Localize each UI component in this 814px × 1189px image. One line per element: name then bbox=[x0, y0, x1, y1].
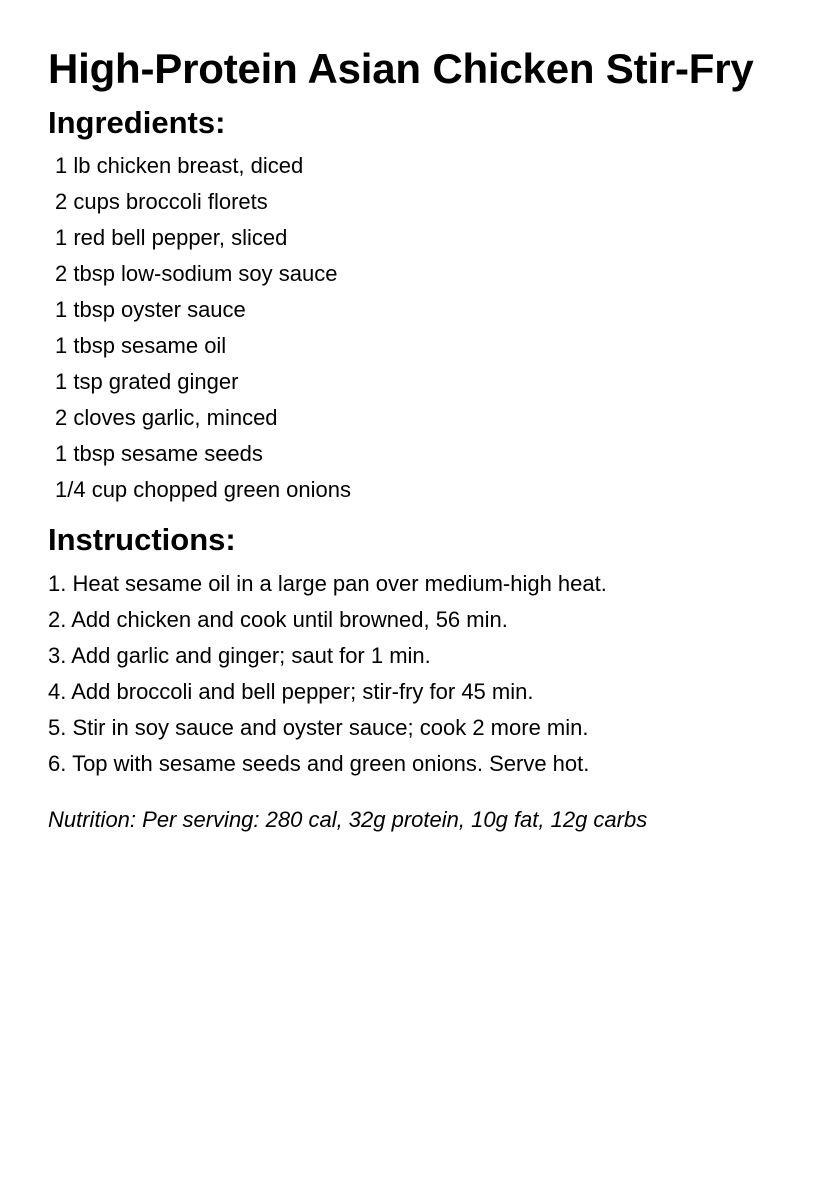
ingredient-item: 1 tbsp sesame oil bbox=[55, 333, 227, 358]
ingredient-list bbox=[55, 148, 351, 508]
ingredient-item: 1/4 cup chopped green onions bbox=[55, 477, 352, 502]
instruction-step: 4. Add broccoli and bell pepper; stir-fry for 45 min. bbox=[48, 679, 534, 704]
instruction-list bbox=[48, 566, 607, 782]
ingredient-item: 1 tbsp oyster sauce bbox=[55, 297, 246, 322]
ingredient-item: 2 cups broccoli florets bbox=[55, 189, 268, 214]
ingredient-item: 1 lb chicken breast, diced bbox=[55, 153, 304, 178]
ingredient-item: 2 tbsp low-sodium soy sauce bbox=[55, 261, 338, 286]
instruction-step: 6. Top with sesame seeds and green onions. Serve hot. bbox=[48, 751, 590, 776]
recipe-title: High-Protein Asian Chicken Stir-Fry bbox=[48, 45, 754, 92]
instruction-step: 1. Heat sesame oil in a large pan over medium-high heat. bbox=[48, 571, 607, 596]
ingredients-heading: Ingredients: bbox=[48, 105, 226, 140]
ingredient-item: 1 tsp grated ginger bbox=[55, 369, 239, 394]
ingredient-item: 2 cloves garlic, minced bbox=[55, 405, 278, 430]
instructions-heading: Instructions: bbox=[48, 522, 236, 557]
instruction-step: 3. Add garlic and ginger; saut for 1 min. bbox=[48, 643, 431, 668]
ingredient-item: 1 red bell pepper, sliced bbox=[55, 225, 288, 250]
instruction-step: 2. Add chicken and cook until browned, 56 min. bbox=[48, 607, 508, 632]
ingredient-item: 1 tbsp sesame seeds bbox=[55, 441, 263, 466]
instruction-step: 5. Stir in soy sauce and oyster sauce; cook 2 more min. bbox=[48, 715, 589, 740]
nutrition-info: Nutrition: Per serving: 280 cal, 32g protein, 10g fat, 12g carbs bbox=[48, 807, 648, 832]
